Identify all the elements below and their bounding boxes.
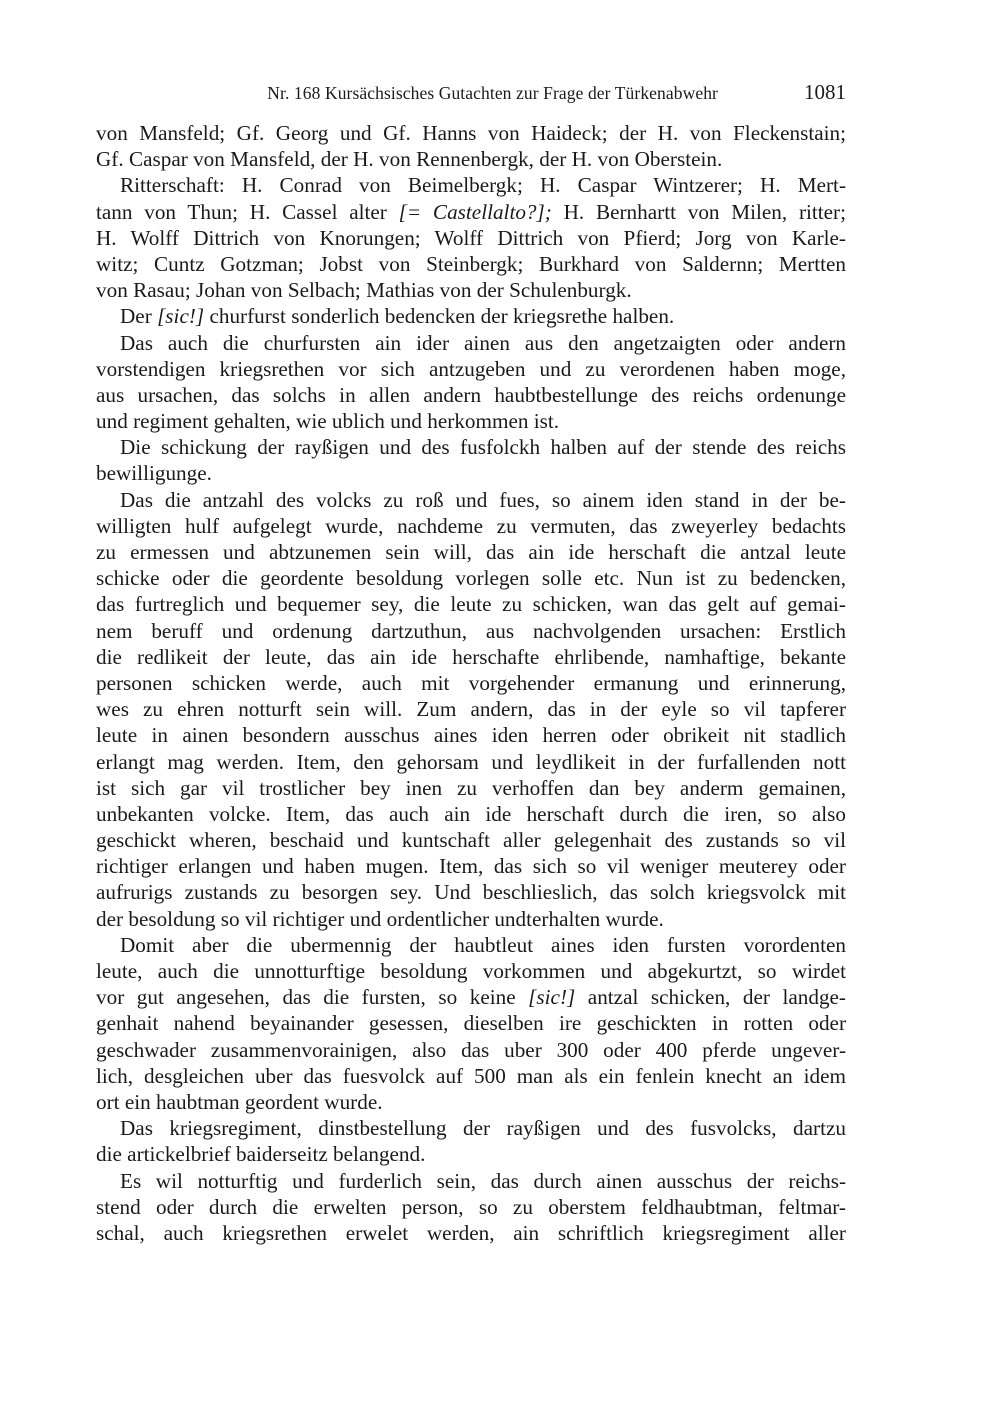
text-segment: tann von Thun; H. Cassel alter [96,199,399,224]
text-line [96,906,846,932]
text-line [96,172,846,198]
text-segment: leute in ainen besondern ausschus aines iden herren oder obrikeit nit stadlich [96,723,846,748]
text-segment: H. Wolff Dittrich von Knorungen; Wolff Dittrich von Pfierd; Jorg von Karle- [96,225,846,250]
text-segment: Domit aber die ubermennig der haubtleut aines iden fursten vorordenten [120,932,846,957]
text-segment: vorstendigen kriegsrethen vor sich antzugeben und zu verordenen haben moge, [96,356,846,381]
running-head: Nr. 168 Kursächsisches Gutachten zur Frage der Türkenabwehr [267,83,718,103]
text-segment: H. Bernhartt von Milen, ritter; [551,199,846,224]
text-segment: von Rasau; Johan von Selbach; Mathias von der Schulenburgk. [96,278,632,303]
page-header [96,80,846,110]
text-line [96,879,846,905]
text-line [96,958,846,984]
text-segment: Die schickung der rayßigen und des fusfolckh halben auf der stende des reichs [120,435,846,460]
text-line [96,984,846,1010]
text-segment: stend oder durch die erwelten person, so zu oberstem feldhaubtman, feltmar- [96,1194,846,1219]
page-number: 1081 [804,80,846,104]
text-segment: witz; Cuntz Gotzman; Jobst von Steinbergk; Burkhard von Saldernn; Mertten [96,251,846,276]
text-line [96,1037,846,1063]
text-line [96,199,846,225]
text-line [96,827,846,853]
text-line [96,801,846,827]
editorial-note: [sic!] [528,985,576,1010]
text-line [96,775,846,801]
text-segment: Es wil notturftig und furderlich sein, das durch ainen ausschus der reichs- [120,1168,846,1193]
text-segment: die redlikeit der leute, das ain ide herschafte ehrlibende, namhaftige, bekante [96,644,846,669]
text-segment: Ritterschaft: H. Conrad von Beimelbergk; H. Caspar Wintzerer; H. Mert- [120,173,846,198]
text-segment: Gf. Caspar von Mansfeld, der H. von Rennenbergk, der H. von Oberstein. [96,147,723,172]
text-line [96,1115,846,1141]
text-line [96,853,846,879]
text-line [96,932,846,958]
text-line [96,1141,846,1167]
text-line [96,1089,846,1115]
text-segment: erlangt mag werden. Item, den gehorsam und leydlikeit in der furfallenden nott [96,749,846,774]
text-segment: unbekanten volcke. Item, das auch ain ide herschaft durch die iren, so also [96,801,846,826]
text-segment: vor gut angesehen, das die fursten, so keine [96,985,529,1010]
text-segment: ist sich gar vil trostlicher bey inen zu verhoffen dan bey anderm gemainen, [96,775,846,800]
text-segment: der besoldung so vil richtiger und ordentlicher undterhalten wurde. [96,906,664,931]
text-segment: ort ein haubtman geordent wurde. [96,1089,383,1114]
text-segment: nem beruff und ordenung dartzuthun, aus nachvolgenden ursachen: Erstlich [96,618,846,643]
text-segment: von Mansfeld; Gf. Georg und Gf. Hanns von Haideck; der H. von Fleckenstain; [96,121,846,145]
text-line [96,1010,846,1036]
text-line [96,1063,846,1089]
text-segment: churfurst sonderlich bedencken der kriegsrethe halben. [204,304,675,329]
text-segment: aufrurigs zustands zu besorgen sey. Und beschlieslich, das solch kriegsvolck mit [96,880,846,905]
text-segment: leute, auch die unnotturftige besoldung vorkommen und abgekurtzt, so wirdet [96,959,846,983]
editorial-note: [= Castellalto?]; [398,199,552,224]
text-line [96,644,846,670]
text-segment: schicke oder die geordente besoldung vorlegen solle etc. Nun ist zu bedencken, [96,566,846,591]
text-line [96,330,846,356]
text-segment: Das die antzahl des volcks zu roß und fues, so ainem iden stand in der be- [120,487,846,512]
text-segment: Das kriegsregiment, dinstbestellung der rayßigen und des fusvolcks, dartzu [120,1116,846,1141]
body-text [96,120,846,1246]
text-line [96,1220,846,1246]
text-segment: personen schicken werde, auch mit vorgehender ermanung und erinnerung, [96,670,846,695]
text-line [96,696,846,722]
text-segment: wes zu ehren notturft sein will. Zum andern, das in der eyle so vil tapferer [96,697,846,722]
text-segment: Das auch die churfursten ain ider ainen aus den angetzaigten oder andern [120,330,846,355]
text-line [96,408,846,434]
text-segment: schal, auch kriegsrethen erwelet werden, ain schriftlich kriegsregiment aller [96,1220,846,1245]
text-line [96,591,846,617]
text-line [96,1168,846,1194]
text-line [96,146,846,172]
text-segment: lich, desgleichen uber das fuesvolck auf 500 man als ein fenlein knecht an idem [96,1063,846,1088]
text-line [96,225,846,251]
text-line [96,618,846,644]
text-segment: richtiger erlangen und haben mugen. Item, das sich so vil weniger meuterey oder [96,854,846,879]
text-line [96,1194,846,1220]
text-segment: willigten hulf aufgelegt wurde, nachdeme zu vermuten, das zweyerley bedachts [96,513,846,538]
text-segment: bewilligunge. [96,461,212,486]
editorial-note: [sic!] [157,304,205,329]
text-segment: aus ursachen, das solchs in allen andern haubtbestellunge des reichs ordenunge [96,382,846,407]
text-line [96,382,846,408]
text-segment: antzal schicken, der landge- [575,985,846,1010]
text-segment: und regiment gehalten, wie ublich und herkommen ist. [96,409,560,434]
text-line [96,120,846,146]
text-segment: genhait nahend beyainander gesessen, dieselben ire geschickten in rotten oder [96,1011,846,1036]
text-line [96,539,846,565]
text-segment: geschickt wheren, beschaid und kuntschaft aller gelegenhait des zustands so vil [96,828,846,853]
text-segment: geschwader zusammenvorainigen, also das uber 300 oder 400 pferde ungever- [96,1037,846,1062]
text-line [96,460,846,486]
text-segment: zu ermessen und abtzunemen sein will, das ain ide herschaft die antzal leute [96,540,846,564]
text-line [96,303,846,329]
text-segment: das furtreglich und bequemer sey, die leute zu schicken, wan das gelt auf gemai- [96,592,846,617]
text-line [96,277,846,303]
text-segment: die artickelbrief baiderseitz belangend. [96,1142,426,1167]
text-line [96,670,846,696]
text-line [96,749,846,775]
text-line [96,251,846,277]
text-segment: Der [120,304,158,329]
text-line [96,722,846,748]
text-line [96,356,846,382]
text-line [96,513,846,539]
text-line [96,565,846,591]
text-line [96,487,846,513]
text-line [96,434,846,460]
